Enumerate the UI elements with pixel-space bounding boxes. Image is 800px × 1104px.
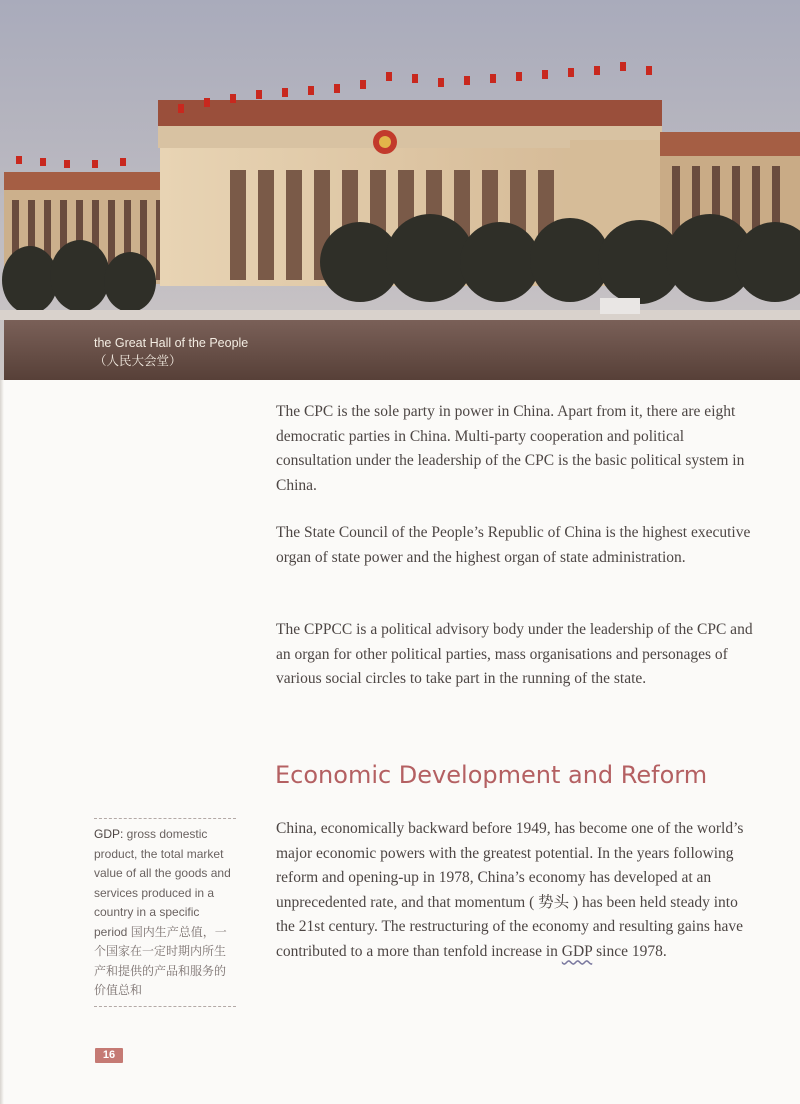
great-hall-photo — [0, 0, 800, 380]
glossary-note — [94, 818, 236, 1007]
building-illustration — [0, 0, 800, 380]
gdp-glossary-term: GDP — [561, 942, 593, 960]
paragraph-cpc-text: The CPC is the sole party in power in China. Apart from it, there are eight democratic parties in China. Multi-party cooperation and political consultation under the leadership of the CPC is the basic political system in China. — [276, 403, 745, 494]
glossary-definition: gross domestic product, the total market value of all the goods and services produced in a country in a specific period — [94, 827, 231, 939]
paragraph-cppcc — [276, 618, 758, 692]
photo-caption — [94, 334, 248, 370]
page-number: 16 — [95, 1048, 123, 1063]
caption-english: the Great Hall of the People — [94, 336, 249, 350]
glossary-term: GDP: — [94, 827, 124, 841]
glossary-chinese: 国内生产总值，一个国家在一定时期内所生产和提供的产品和服务的价值总和 — [94, 924, 227, 997]
paragraph-state-council-text: The State Council of the People’s Republic of China is the highest executive organ of state power and the highest organ of state administration. — [276, 524, 751, 566]
section-heading: Economic Development and Reform — [275, 761, 708, 789]
paragraph-cpc — [276, 400, 758, 498]
paragraph-economy-end: since 1978. — [592, 942, 667, 960]
caption-chinese: （人民大会堂） — [94, 354, 182, 368]
page-gutter-shadow — [0, 380, 4, 1104]
paragraph-economy — [276, 817, 758, 964]
paragraph-cppcc-text: The CPPCC is a political advisory body under the leadership of the CPC and an organ for other political parties, mass organisations and personages of various social circles to take part in the running of the state. — [276, 621, 753, 687]
paragraph-state-council — [276, 521, 758, 570]
paragraph-economy-text: China, economically backward before 1949, has become one of the world’s major economic powers with the greatest potential. In the years following reform and opening-up in 1978, China’s economy has developed at an unprecedented rate, and that momentum ( 势头 ) has been held steady into the 21st century. The restructuring of the economy and resulting gains have contributed to a more than tenfold increase in — [276, 820, 744, 960]
